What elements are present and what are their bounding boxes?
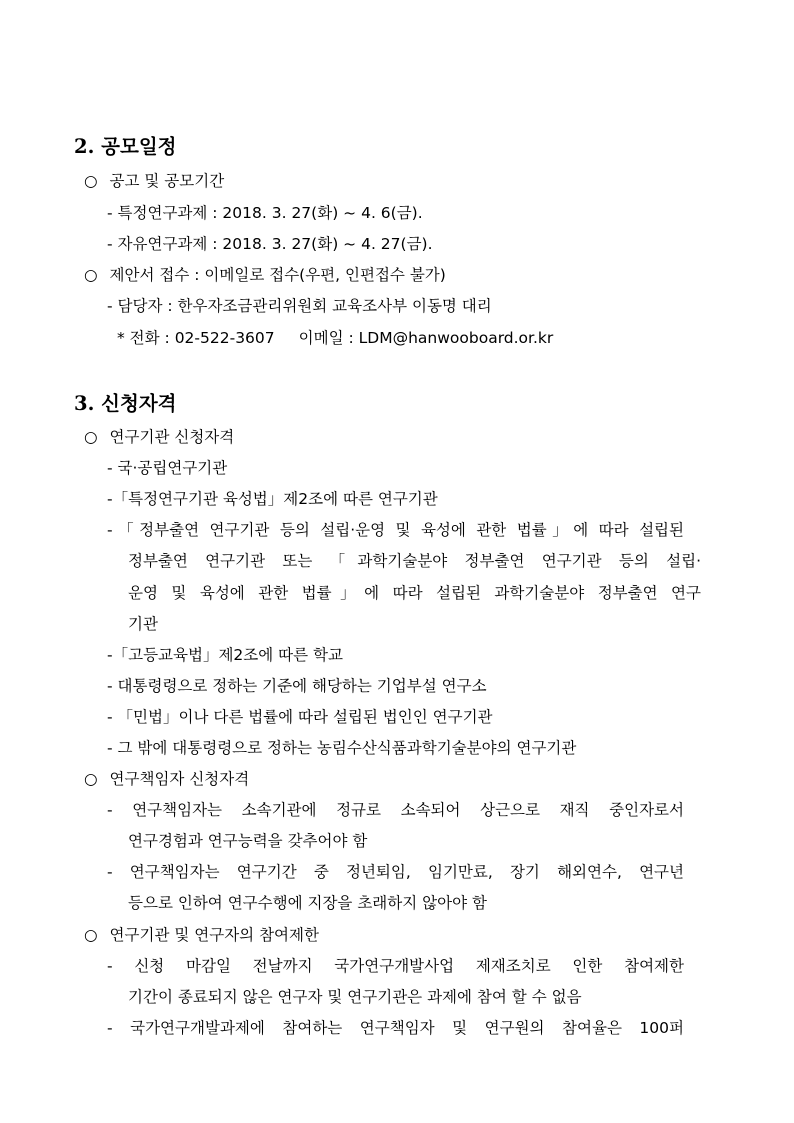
list-item-continuation: 정부출연 연구기관 또는 「과학기술분야 정부출연 연구기관 등의 설립· (128, 552, 701, 570)
list-item: -「정부출연 연구기관 등의 설립·운영 및 육성에 관한 법률」에 따라 설립된 (107, 521, 684, 539)
list-item: -「고등교육법」제2조에 따른 학교 (107, 646, 343, 664)
list-item (84, 772, 249, 788)
list-item-continuation: 연구경험과 연구능력을 갖추어야 함 (128, 832, 368, 850)
circle-bullet-icon: ○ (84, 428, 98, 446)
circle-bullet-icon: ○ (84, 172, 98, 190)
list-item: - 그 밖에 대통령령으로 정하는 농림수산식품과학기술분야의 연구기관 (107, 739, 577, 757)
contact-phone: * 전화 : 02-522-3607 (117, 329, 275, 347)
list-item: - 연구책임자는 소속기관에 정규로 소속되어 상근으로 재직 중인자로서 (107, 801, 684, 819)
item-text: 연구기관 신청자격 (109, 428, 235, 446)
section-2-title: 2. 공모일정 (74, 135, 177, 158)
list-item: - 신청 마감일 전날까지 국가연구개발사업 제재조치로 인한 참여제한 (107, 957, 684, 975)
item-text: 연구책임자 신청자격 (109, 770, 250, 788)
list-item-continuation: 기간이 종료되지 않은 연구자 및 연구기관은 과제에 참여 할 수 없음 (128, 988, 582, 1006)
item-text: 제안서 접수 : 이메일로 접수(우편, 인편접수 불가) (109, 266, 446, 284)
contact-line (117, 331, 553, 347)
list-item: -「특정연구기관 육성법」제2조에 따른 연구기관 (107, 490, 438, 508)
list-item: - 국·공립연구기관 (107, 459, 228, 477)
list-item-continuation: 등으로 인하여 연구수행에 지장을 초래하지 않아야 함 (128, 894, 487, 912)
list-item: - 국가연구개발과제에 참여하는 연구책임자 및 연구원의 참여율은 100퍼 (107, 1019, 684, 1037)
list-item: - 연구책임자는 연구기간 중 정년퇴임, 임기만료, 장기 해외연수, 연구년 (107, 863, 684, 881)
circle-bullet-icon: ○ (84, 926, 98, 944)
list-item: - 대통령령으로 정하는 기준에 해당하는 기업부설 연구소 (107, 677, 487, 695)
item-text: 연구기관 및 연구자의 참여제한 (109, 926, 319, 944)
list-item-continuation: 운영 및 육성에 관한 법률」에 따라 설립된 과학기술분야 정부출연 연구 (128, 584, 701, 602)
list-item-continuation: 기관 (128, 615, 158, 633)
list-item (84, 268, 446, 284)
section-3-title: 3. 신청자격 (74, 392, 177, 415)
circle-bullet-icon: ○ (84, 770, 98, 788)
circle-bullet-icon: ○ (84, 266, 98, 284)
list-item (84, 928, 319, 944)
list-item: - 담당자 : 한우자조금관리위원회 교육조사부 이동명 대리 (107, 297, 492, 315)
list-item (84, 430, 234, 446)
list-item: - 자유연구과제 : 2018. 3. 27(화) ~ 4. 27(금). (107, 235, 433, 253)
list-item: - 특정연구과제 : 2018. 3. 27(화) ~ 4. 6(금). (107, 204, 423, 222)
list-item: - 「민법」이나 다른 법률에 따라 설립된 법인인 연구기관 (107, 708, 493, 726)
list-item (84, 174, 224, 190)
contact-email: 이메일 : LDM@hanwooboard.or.kr (298, 329, 554, 347)
item-text: 공고 및 공모기간 (109, 172, 225, 190)
